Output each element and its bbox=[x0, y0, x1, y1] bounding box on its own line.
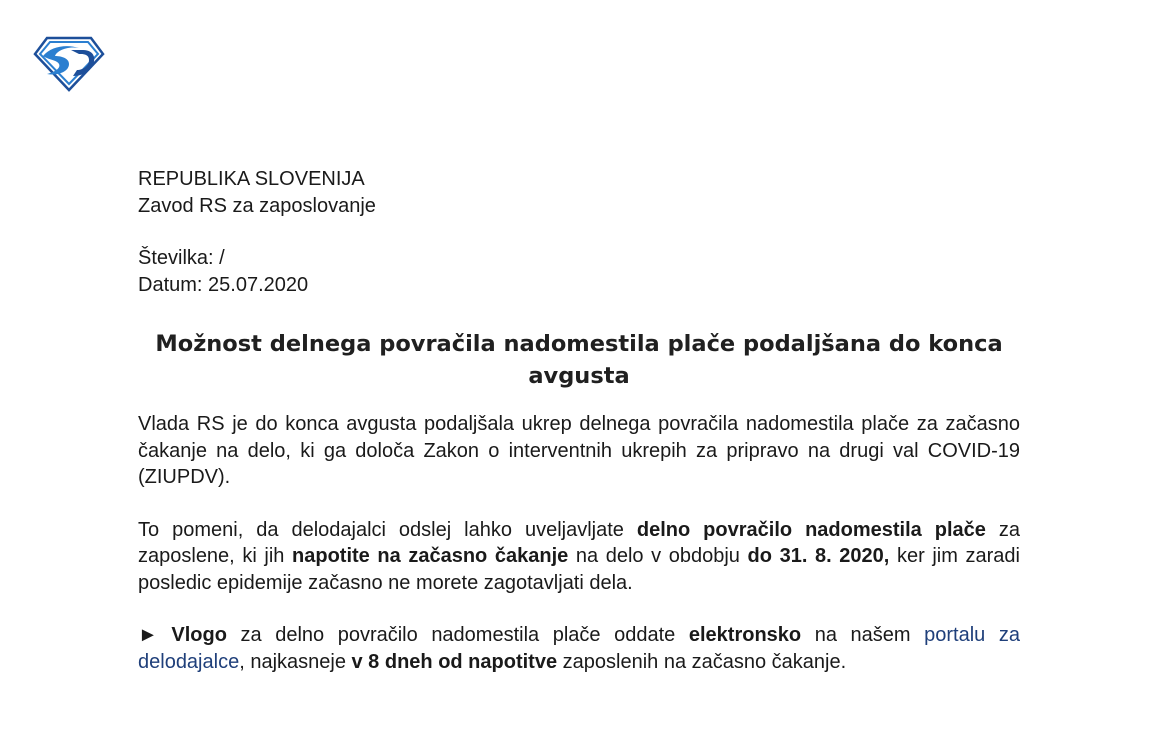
arrow-right-icon: ► bbox=[138, 624, 158, 646]
p2-text-4: ker jim zaradi posledic epidemije začasno ne morete zagotavljati dela. bbox=[138, 545, 1020, 594]
header-line-2: Zavod RS za zaposlovanje bbox=[138, 194, 376, 217]
document-number: Številka: / bbox=[138, 247, 225, 269]
zavod-logo bbox=[33, 36, 105, 92]
p2-text-3: na delo v obdobju bbox=[568, 545, 748, 567]
p3-text-1: za delno povračilo nadomestila plače oddate bbox=[226, 624, 689, 646]
p2-text-1: To pomeni, da delodajalci odslej lahko uveljavljate bbox=[138, 518, 637, 541]
document-title bbox=[138, 328, 1020, 392]
p2-bold-2: napotite na začasno čakanje bbox=[292, 545, 569, 567]
p3-text-4: zaposlenih na začasno čakanje. bbox=[557, 650, 847, 673]
p3-text-2: na našem bbox=[801, 624, 925, 646]
title-line-1: Možnost delnega povračila nadomestila plače podaljšana do konca bbox=[155, 331, 1003, 357]
zavod-logo-icon bbox=[33, 36, 105, 92]
employer-portal-link[interactable]: portalu za delodajalce bbox=[138, 624, 1020, 673]
p2-bold-3: do 31. 8. 2020, bbox=[747, 545, 890, 567]
header-line-1: REPUBLIKA SLOVENIJA bbox=[138, 168, 365, 190]
p3-bold-3: v 8 dneh od napotitve bbox=[351, 650, 558, 673]
paragraph-1: Vlada RS je do konca avgusta podaljšala ukrep delnega povračila nadomestila plače za začasno čakanje na delo, ki ga določa Zakon o interventnih ukrepih za pripravo na drugi val COVID-19 (ZIUPDV). bbox=[138, 413, 1020, 488]
paragraph-2 bbox=[138, 517, 1020, 597]
p3-bold-1: Vlogo bbox=[171, 624, 227, 646]
paragraph-3 bbox=[138, 622, 1020, 675]
document-date: Datum: 25.07.2020 bbox=[138, 273, 309, 296]
title-line-2: avgusta bbox=[528, 363, 630, 389]
document-body bbox=[138, 166, 1020, 675]
p2-text-2: za zaposlene, ki jih bbox=[138, 518, 1020, 567]
p3-text-3: , najkasneje bbox=[239, 650, 352, 673]
p2-bold-1: delno povračilo nadomestila plače bbox=[636, 518, 986, 541]
p3-bold-2: elektronsko bbox=[688, 624, 802, 646]
